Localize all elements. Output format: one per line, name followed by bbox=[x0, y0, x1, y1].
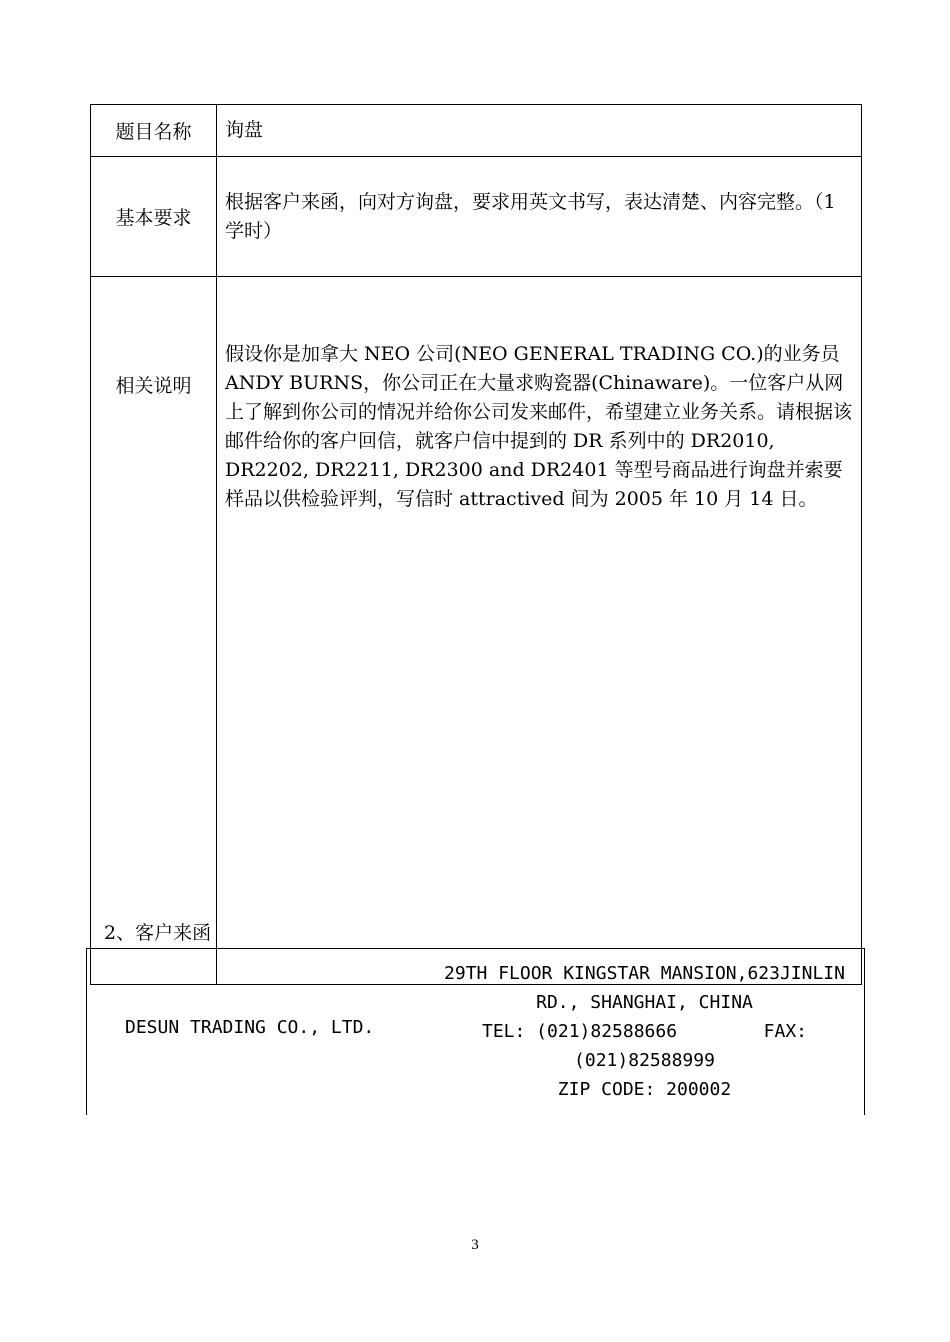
company-address-block bbox=[432, 959, 857, 1104]
address-line-2: RD., SHANGHAI, CHINA bbox=[536, 992, 753, 1013]
page-number: 3 bbox=[471, 1237, 479, 1253]
zip-code: ZIP CODE: 200002 bbox=[557, 1079, 732, 1100]
title-value: 询盘 bbox=[217, 105, 862, 157]
letter-header-box bbox=[86, 948, 865, 1115]
table-row bbox=[91, 277, 862, 985]
fax-label: FAX: bbox=[763, 1021, 807, 1042]
title-label: 题目名称 bbox=[91, 105, 217, 157]
section-heading: 2、客户来函 bbox=[104, 922, 212, 944]
requirement-value: 根据客户来函，向对方询盘，要求用英文书写，表达清楚、内容完整。（1 学时） bbox=[217, 157, 862, 277]
address-line-1: 29TH FLOOR KINGSTAR MANSION,623JINLIN bbox=[444, 963, 845, 984]
telephone: TEL: (021)82588666 bbox=[482, 1021, 678, 1042]
company-name: DESUN TRADING CO., LTD. bbox=[125, 1017, 375, 1038]
table-row bbox=[91, 157, 862, 277]
assignment-table bbox=[90, 104, 862, 985]
description-value: 假设你是加拿大 NEO 公司(NEO GENERAL TRADING CO.)的业务员ANDY BURNS，你公司正在大量求购瓷器(Chinaware)。一位客户从网上了解到你公司的情况并给你公司发来邮件，希望建立业务关系。请根据该邮件给你的客户回信，就客户信中提到的 DR 系列中的 DR2010, DR2202, DR2211, DR2300 and DR2401 等型号商品进行询盘并索要样品以供检验评判，写信时 attractived 间为 2005 年 10 月 14 日。 bbox=[217, 277, 862, 985]
fax-number: (021)82588999 bbox=[574, 1050, 715, 1071]
requirement-label: 基本要求 bbox=[91, 157, 217, 277]
table-row bbox=[91, 105, 862, 157]
contact-line bbox=[432, 1017, 857, 1046]
description-label: 相关说明 bbox=[91, 277, 217, 985]
